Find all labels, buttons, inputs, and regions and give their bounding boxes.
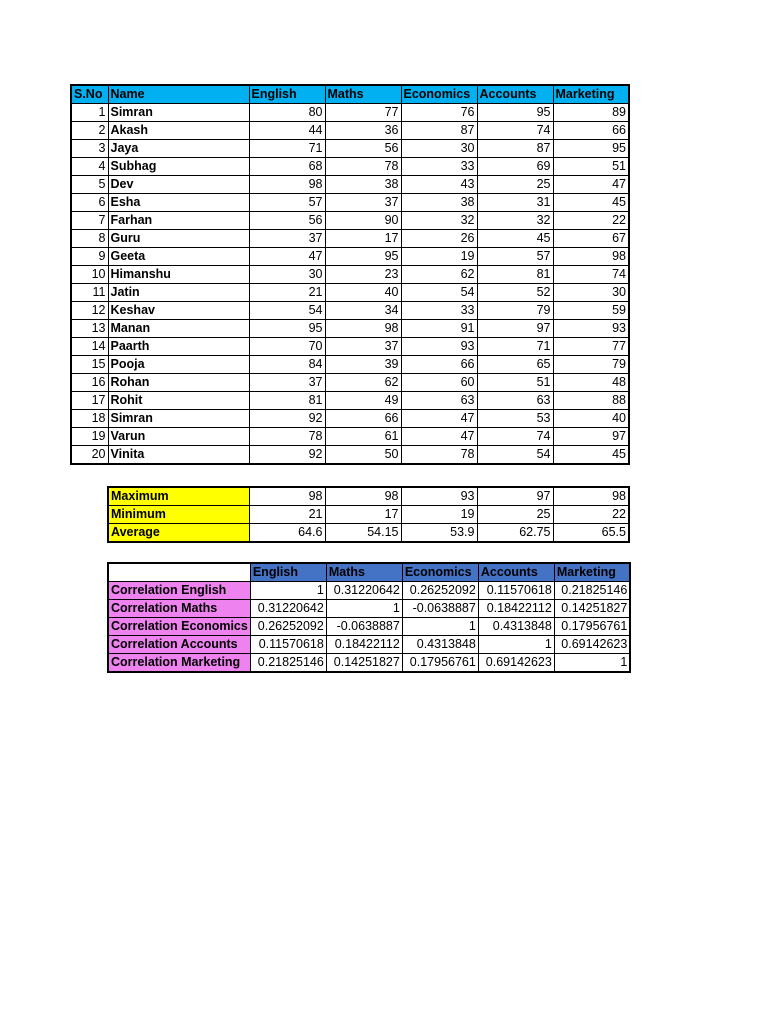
score-cell: 68 <box>249 158 325 176</box>
score-cell: 98 <box>553 248 629 266</box>
student-name-cell: Simran <box>108 410 249 428</box>
score-cell: 93 <box>553 320 629 338</box>
score-cell: 26 <box>401 230 477 248</box>
student-name-cell: Varun <box>108 428 249 446</box>
student-name-cell: Pooja <box>108 356 249 374</box>
score-cell: 66 <box>325 410 401 428</box>
column-header: Maths <box>326 563 402 582</box>
student-name-cell: Simran <box>108 104 249 122</box>
stat-value-cell: 17 <box>325 506 401 524</box>
serial-number-cell: 13 <box>71 320 108 338</box>
score-cell: 19 <box>401 248 477 266</box>
correlation-value-cell: -0.0638887 <box>402 600 478 618</box>
score-cell: 60 <box>401 374 477 392</box>
correlation-row <box>108 636 630 654</box>
score-cell: 48 <box>553 374 629 392</box>
table-row <box>71 104 629 122</box>
table-row <box>71 212 629 230</box>
table-row <box>71 230 629 248</box>
column-header: English <box>250 563 326 582</box>
score-cell: 56 <box>325 140 401 158</box>
serial-number-cell: 8 <box>71 230 108 248</box>
table-row <box>71 176 629 194</box>
table-row <box>71 266 629 284</box>
stat-value-cell: 22 <box>553 506 629 524</box>
table-row <box>71 140 629 158</box>
student-name-cell: Subhag <box>108 158 249 176</box>
serial-number-cell: 6 <box>71 194 108 212</box>
correlation-row <box>108 654 630 673</box>
score-cell: 45 <box>553 446 629 465</box>
score-cell: 47 <box>249 248 325 266</box>
score-cell: 52 <box>477 284 553 302</box>
correlation-label-cell: Correlation Maths <box>108 600 250 618</box>
correlation-label-cell: Correlation Economics <box>108 618 250 636</box>
score-cell: 88 <box>553 392 629 410</box>
student-name-cell: Keshav <box>108 302 249 320</box>
correlation-value-cell: 0.21825146 <box>250 654 326 673</box>
student-name-cell: Manan <box>108 320 249 338</box>
score-cell: 56 <box>249 212 325 230</box>
score-cell: 89 <box>553 104 629 122</box>
correlation-label-cell: Correlation English <box>108 582 250 600</box>
student-name-cell: Jatin <box>108 284 249 302</box>
table-row <box>71 410 629 428</box>
score-cell: 38 <box>325 176 401 194</box>
correlation-value-cell: 0.4313848 <box>478 618 554 636</box>
stat-value-cell: 25 <box>477 506 553 524</box>
column-header: Accounts <box>478 563 554 582</box>
table-row <box>71 446 629 465</box>
score-cell: 32 <box>477 212 553 230</box>
correlation-value-cell: 1 <box>478 636 554 654</box>
column-header: Marketing <box>553 85 629 104</box>
correlation-value-cell: 1 <box>250 582 326 600</box>
score-cell: 33 <box>401 302 477 320</box>
student-name-cell: Rohan <box>108 374 249 392</box>
score-cell: 22 <box>553 212 629 230</box>
score-cell: 54 <box>477 446 553 465</box>
correlation-value-cell: 0.14251827 <box>554 600 630 618</box>
score-cell: 47 <box>553 176 629 194</box>
score-cell: 78 <box>325 158 401 176</box>
score-cell: 67 <box>553 230 629 248</box>
score-cell: 37 <box>325 194 401 212</box>
stat-value-cell: 19 <box>401 506 477 524</box>
correlation-value-cell: 0.17956761 <box>402 654 478 673</box>
table-row <box>71 356 629 374</box>
stat-value-cell: 21 <box>249 506 325 524</box>
serial-number-cell: 17 <box>71 392 108 410</box>
score-cell: 33 <box>401 158 477 176</box>
student-name-cell: Jaya <box>108 140 249 158</box>
correlation-label-cell: Correlation Accounts <box>108 636 250 654</box>
correlation-value-cell: 1 <box>554 654 630 673</box>
score-cell: 97 <box>477 320 553 338</box>
score-cell: 77 <box>553 338 629 356</box>
student-name-cell: Esha <box>108 194 249 212</box>
score-cell: 40 <box>325 284 401 302</box>
score-cell: 44 <box>249 122 325 140</box>
stat-value-cell: 98 <box>553 487 629 506</box>
serial-number-cell: 19 <box>71 428 108 446</box>
score-cell: 31 <box>477 194 553 212</box>
score-cell: 62 <box>401 266 477 284</box>
table-row <box>71 320 629 338</box>
correlation-value-cell: 0.14251827 <box>326 654 402 673</box>
students-table <box>70 84 630 465</box>
student-name-cell: Paarth <box>108 338 249 356</box>
table-row <box>71 392 629 410</box>
column-header: Marketing <box>554 563 630 582</box>
score-cell: 23 <box>325 266 401 284</box>
column-header: English <box>249 85 325 104</box>
student-name-cell: Akash <box>108 122 249 140</box>
score-cell: 25 <box>477 176 553 194</box>
column-header: Accounts <box>477 85 553 104</box>
correlation-value-cell: 0.4313848 <box>402 636 478 654</box>
stat-value-cell: 64.6 <box>249 524 325 543</box>
correlation-value-cell: 0.26252092 <box>250 618 326 636</box>
stat-label-cell: Average <box>108 524 249 543</box>
student-name-cell: Himanshu <box>108 266 249 284</box>
student-name-cell: Rohit <box>108 392 249 410</box>
score-cell: 77 <box>325 104 401 122</box>
correlation-value-cell: 0.31220642 <box>326 582 402 600</box>
table-row <box>71 302 629 320</box>
stat-value-cell: 65.5 <box>553 524 629 543</box>
correlation-value-cell: 0.26252092 <box>402 582 478 600</box>
score-cell: 61 <box>325 428 401 446</box>
score-cell: 37 <box>325 338 401 356</box>
score-cell: 21 <box>249 284 325 302</box>
serial-number-cell: 5 <box>71 176 108 194</box>
correlation-value-cell: 0.17956761 <box>554 618 630 636</box>
score-cell: 87 <box>477 140 553 158</box>
serial-number-cell: 12 <box>71 302 108 320</box>
stat-value-cell: 53.9 <box>401 524 477 543</box>
score-cell: 87 <box>401 122 477 140</box>
serial-number-cell: 3 <box>71 140 108 158</box>
column-header: Name <box>108 85 249 104</box>
table-row <box>71 428 629 446</box>
score-cell: 65 <box>477 356 553 374</box>
score-cell: 17 <box>325 230 401 248</box>
serial-number-cell: 2 <box>71 122 108 140</box>
stat-label-cell: Minimum <box>108 506 249 524</box>
score-cell: 69 <box>477 158 553 176</box>
stats-row <box>108 524 629 543</box>
serial-number-cell: 18 <box>71 410 108 428</box>
serial-number-cell: 4 <box>71 158 108 176</box>
score-cell: 37 <box>249 230 325 248</box>
score-cell: 93 <box>401 338 477 356</box>
score-cell: 71 <box>249 140 325 158</box>
score-cell: 92 <box>249 410 325 428</box>
score-cell: 50 <box>325 446 401 465</box>
column-header: S.No <box>71 85 108 104</box>
score-cell: 63 <box>401 392 477 410</box>
score-cell: 97 <box>553 428 629 446</box>
serial-number-cell: 11 <box>71 284 108 302</box>
table-row <box>71 284 629 302</box>
score-cell: 95 <box>325 248 401 266</box>
student-name-cell: Farhan <box>108 212 249 230</box>
serial-number-cell: 1 <box>71 104 108 122</box>
table-row <box>71 194 629 212</box>
column-header: Economics <box>402 563 478 582</box>
student-name-cell: Geeta <box>108 248 249 266</box>
students-header-row <box>71 85 629 104</box>
score-cell: 34 <box>325 302 401 320</box>
score-cell: 47 <box>401 410 477 428</box>
score-cell: 90 <box>325 212 401 230</box>
score-cell: 54 <box>249 302 325 320</box>
column-header: Maths <box>325 85 401 104</box>
correlation-table <box>107 562 631 673</box>
correlation-value-cell: 0.11570618 <box>478 582 554 600</box>
correlation-value-cell: 0.21825146 <box>554 582 630 600</box>
score-cell: 57 <box>249 194 325 212</box>
score-cell: 79 <box>477 302 553 320</box>
score-cell: 95 <box>477 104 553 122</box>
score-cell: 47 <box>401 428 477 446</box>
score-cell: 39 <box>325 356 401 374</box>
student-name-cell: Guru <box>108 230 249 248</box>
correlation-row <box>108 618 630 636</box>
student-name-cell: Vinita <box>108 446 249 465</box>
stats-row <box>108 487 629 506</box>
score-cell: 71 <box>477 338 553 356</box>
score-cell: 32 <box>401 212 477 230</box>
score-cell: 79 <box>553 356 629 374</box>
score-cell: 30 <box>401 140 477 158</box>
corner-cell <box>108 563 250 582</box>
table-row <box>71 158 629 176</box>
correlation-label-cell: Correlation Marketing <box>108 654 250 673</box>
stat-value-cell: 98 <box>325 487 401 506</box>
score-cell: 49 <box>325 392 401 410</box>
stat-value-cell: 98 <box>249 487 325 506</box>
score-cell: 91 <box>401 320 477 338</box>
stat-value-cell: 62.75 <box>477 524 553 543</box>
student-name-cell: Dev <box>108 176 249 194</box>
stats-table <box>107 486 630 543</box>
correlation-row <box>108 600 630 618</box>
serial-number-cell: 9 <box>71 248 108 266</box>
table-row <box>71 374 629 392</box>
score-cell: 63 <box>477 392 553 410</box>
score-cell: 45 <box>477 230 553 248</box>
correlation-value-cell: 0.18422112 <box>478 600 554 618</box>
score-cell: 43 <box>401 176 477 194</box>
score-cell: 84 <box>249 356 325 374</box>
stat-value-cell: 54.15 <box>325 524 401 543</box>
score-cell: 62 <box>325 374 401 392</box>
stat-value-cell: 97 <box>477 487 553 506</box>
score-cell: 66 <box>401 356 477 374</box>
score-cell: 70 <box>249 338 325 356</box>
score-cell: 78 <box>401 446 477 465</box>
score-cell: 30 <box>553 284 629 302</box>
correlation-value-cell: 0.18422112 <box>326 636 402 654</box>
score-cell: 53 <box>477 410 553 428</box>
table-row <box>71 338 629 356</box>
score-cell: 37 <box>249 374 325 392</box>
correlation-row <box>108 582 630 600</box>
score-cell: 76 <box>401 104 477 122</box>
correlation-header-row <box>108 563 630 582</box>
table-row <box>71 248 629 266</box>
serial-number-cell: 7 <box>71 212 108 230</box>
correlation-value-cell: -0.0638887 <box>326 618 402 636</box>
score-cell: 92 <box>249 446 325 465</box>
serial-number-cell: 14 <box>71 338 108 356</box>
score-cell: 78 <box>249 428 325 446</box>
serial-number-cell: 15 <box>71 356 108 374</box>
correlation-value-cell: 0.11570618 <box>250 636 326 654</box>
score-cell: 98 <box>325 320 401 338</box>
score-cell: 36 <box>325 122 401 140</box>
correlation-value-cell: 1 <box>402 618 478 636</box>
correlation-value-cell: 0.31220642 <box>250 600 326 618</box>
score-cell: 66 <box>553 122 629 140</box>
stats-row <box>108 506 629 524</box>
score-cell: 74 <box>553 266 629 284</box>
score-cell: 81 <box>249 392 325 410</box>
serial-number-cell: 10 <box>71 266 108 284</box>
stat-label-cell: Maximum <box>108 487 249 506</box>
score-cell: 98 <box>249 176 325 194</box>
score-cell: 40 <box>553 410 629 428</box>
stat-value-cell: 93 <box>401 487 477 506</box>
score-cell: 95 <box>249 320 325 338</box>
score-cell: 45 <box>553 194 629 212</box>
score-cell: 74 <box>477 122 553 140</box>
score-cell: 59 <box>553 302 629 320</box>
serial-number-cell: 16 <box>71 374 108 392</box>
score-cell: 38 <box>401 194 477 212</box>
score-cell: 80 <box>249 104 325 122</box>
correlation-value-cell: 0.69142623 <box>554 636 630 654</box>
score-cell: 95 <box>553 140 629 158</box>
score-cell: 74 <box>477 428 553 446</box>
score-cell: 57 <box>477 248 553 266</box>
score-cell: 51 <box>553 158 629 176</box>
score-cell: 51 <box>477 374 553 392</box>
score-cell: 54 <box>401 284 477 302</box>
table-row <box>71 122 629 140</box>
correlation-value-cell: 0.69142623 <box>478 654 554 673</box>
column-header: Economics <box>401 85 477 104</box>
score-cell: 30 <box>249 266 325 284</box>
score-cell: 81 <box>477 266 553 284</box>
correlation-value-cell: 1 <box>326 600 402 618</box>
serial-number-cell: 20 <box>71 446 108 465</box>
